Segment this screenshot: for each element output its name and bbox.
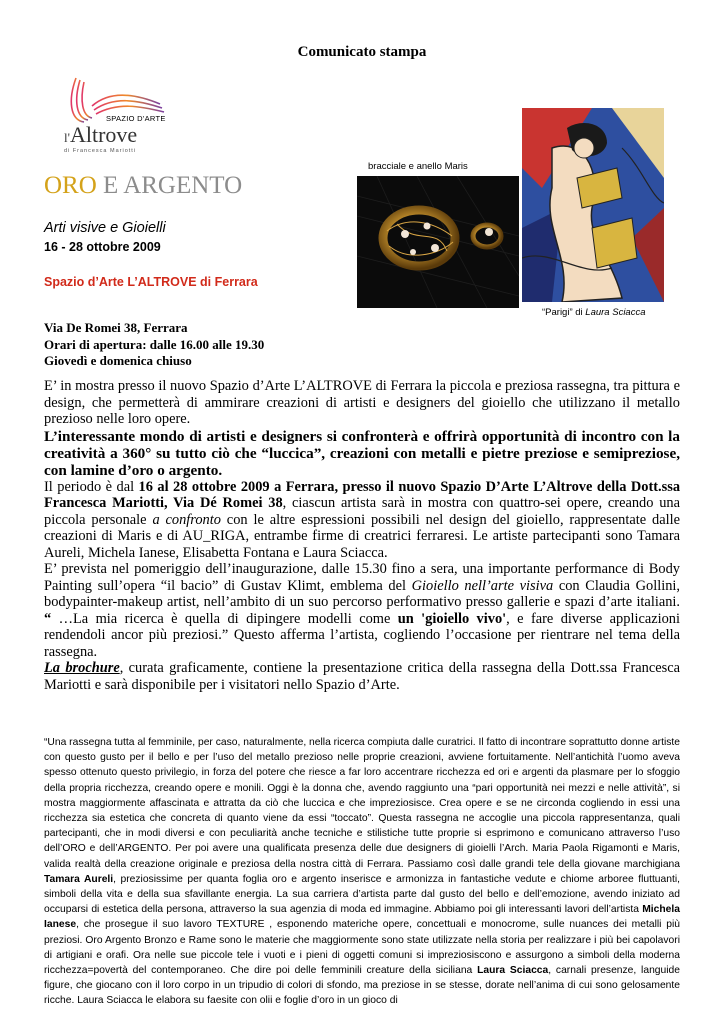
period-intro: Il periodo è dal: [44, 478, 139, 495]
performance-text: E’ prevista nel pomeriggio dell’inaugurazione, dalle 15.30 fino a sera, una importante performance di Body Painting sull’opera “il bacio” di Gustav Klimt, emblema del: [44, 561, 680, 594]
body-paragraph-brochure: [44, 660, 680, 693]
artist-name-sciacca: Laura Sciacca: [477, 965, 549, 977]
performance-quote-end: , e fare diverse applicazioni rendendoli ancor più preziosi.” Questo afferma l’artista, cogliendo l’occasione per rientrare nel tema della rassegna.: [44, 610, 680, 660]
painting-caption-author: Laura Sciacca: [585, 307, 646, 318]
painting-caption: [542, 307, 646, 318]
performance-quote: …La mia ricerca è quella di dipingere modelli come: [51, 610, 398, 627]
opening-hours: Orari di apertura: dalle 16.00 alle 19.30: [44, 336, 265, 352]
parigi-painting-image: [522, 108, 664, 302]
quote-part-1: “Una rassegna tutta al femminile, per caso, naturalmente, nella ricerca compiuta dalle curatrici. Il fatto di incontrare soprattutto donne artiste con questo gusto per il bello e per l’uso del metallo prezioso nelle proprie creazioni, avviene fortuitamente. Nell’antichità l’uomo aveva spesso ottenuto questo privilegio, in forza del potere che riesce a far loro accentrare ricchezza ed ori e argenti da plasmare per lo sfoggio della propria ricchezza, creando opere e monili. Oggi è la donna che, avendo raggiunto una “pari opportunità nei mezzi e nelle attività”, si mostra maggiormente affascinata e attratta da ciò che luccica e che impreziosisce. Crea opere e se ne circonda cogliendo in essi una ricchezza sia estetica che concreta di quanto viene da essi “toccato”. Questa rassegna ne accoglie una piccola rappresentanza, quali partecipanti, che in modi diversi e con peculiarità anche tecniche e stilistiche tutte proprie si esprimono e comunicano attraverso l’uso dell’ORO e dell’ARGENTO. Per poi avere una qualificata presenza delle due designers di gioielli l’Arch. Maria Paola Rigamonti e Maris, valida realtà della creazione originale e preziosa della nostra città di Ferrara. Passiamo così dalle grandi tele della giovane marchigiana: [44, 737, 680, 870]
period-emphasis: a confronto: [152, 511, 221, 528]
address-block: [44, 320, 264, 370]
logo-tagline: SPAZIO D'ARTE: [106, 114, 166, 123]
quote-part-3: , che prosegue il suo lavoro TEXTURE , esponendo materiche opere, concettuali e monocrome, sulle nuances dei metalli più preziosi. Oro Argento Bronzo e Rame sono le materie che maggiormente sono state utilizzate nella storia per realizzare i più bei capolavori di artigiani e orafi. Ora nelle sue piccole tele i vuoti e i pieni di oggetti comuni si impreziosiscono e assurgono a simboli della moderna ricchezza=povertà del contemporaneo. Che dire poi delle femminili creature della siciliana: [44, 919, 680, 977]
document-header: Comunicato stampa: [297, 44, 427, 60]
press-release-body: [44, 378, 680, 693]
body-paragraph-period: [44, 479, 680, 562]
period-location: , presso il nuovo Spazio D’Arte L’Altrove della Dott.ssa Francesca Mariotti, Via Dé Romei 38: [44, 478, 681, 511]
exhibition-title: [44, 172, 242, 200]
logo-brand-prefix: l': [64, 130, 70, 145]
logo-owner: di Francesca Mariotti: [64, 148, 137, 154]
body-paragraph-highlight: L’interessante mondo di artisti e designers si confronterà e offrirà opportunità di incontro con la creatività a 360° su tutto ciò che “luccica”, creazioni con metalli e pietre preziose e semipreziose, con lamine d’oro o argento.: [44, 427, 680, 479]
artist-name-aureli: Tamara Aureli: [44, 873, 114, 885]
title-oro: ORO: [44, 172, 97, 199]
performance-text-2: con Claudia Gollini, bodypainter-makeup artist, nell’ambito di un suo percorso performativo presso gallerie e spazi d’arte italiani.: [44, 577, 680, 610]
logo-brand: [64, 122, 137, 148]
period-text: , ciascun artista sarà in mostra con quattro-sei opere, creando una piccola personale: [44, 495, 680, 528]
quote-part-4: , carnali presenze, languide figure, che giocano con il loro corpo in un tripudio di colori di sfondo, ma preziose in se stesse, dorate nell’anima di cui sono gelosamente ricche. Laura Sciacca le elabora su faesite con olii e foglie d’oro in un gioco di: [44, 965, 680, 1007]
performance-emphasis: Gioiello nell’arte visiva: [411, 577, 554, 594]
body-paragraph-intro: E’ in mostra presso il nuovo Spazio d’Arte L’ALTROVE di Ferrara la piccola e preziosa rassegna, tra pittura e design, che permetterà di ammirare creazioni di artisti e designers del gioiello che utilizzano il metallo prezioso nelle loro opere.: [44, 378, 680, 427]
exhibition-subtitle: Arti visive e Gioielli: [44, 220, 166, 236]
period-text-end: con le altre espressioni possibili nel design del gioiello, rappresentate dalle creazioni di Maris e di AU_RIGA, entrambe firme di creatrici ferraresi. Le artiste partecipanti sono Tamara Aureli, Michela Ianese, Elisabetta Fontana e Laura Sciacca.: [44, 511, 680, 561]
body-paragraph-performance: [44, 561, 680, 660]
period-dates: 16 al 28 ottobre 2009: [138, 478, 270, 495]
painting-caption-prefix: “Parigi” di: [542, 307, 586, 318]
altrove-logo: [58, 70, 178, 162]
quote-part-2: , preziosissime per quanta foglia oro e argento inserisce e armonizza in fantastiche vedute e chiome arboree fluttuanti, simboli della vita e della sua sfavillante energia. La sua carriera d’artista parte dal gusto del bello e dell’emozione, avendo iniziato ad occuparsi di estetica della persona, attraverso la sua agenzia di moda ed immagine. Abbiamo poi gli interessanti lavori dell’artista: [44, 873, 680, 916]
artist-name-ianese: Michela Ianese: [44, 904, 680, 931]
exhibition-venue: Spazio d’Arte L’ALTROVE di Ferrara: [44, 275, 258, 289]
logo-brand-main: Altrove: [69, 122, 138, 147]
period-city: a Ferrara: [269, 478, 335, 495]
performance-quote-mark: “: [44, 610, 52, 627]
bracelet-ring-photo: [357, 176, 519, 308]
title-argento: E ARGENTO: [96, 172, 243, 199]
performance-quote-bold: un 'gioiello vivo': [397, 610, 507, 627]
address-street: Via De Romei 38, Ferrara: [44, 320, 188, 335]
brochure-label: La brochure: [44, 660, 120, 676]
bracelet-caption: bracciale e anello Maris: [368, 161, 468, 172]
critical-quote: [44, 735, 680, 1009]
brochure-text: , curata graficamente, contiene la presentazione critica della rassegna della Dott.ssa Francesca Mariotti e sarà disponibile per i visitatori nello Spazio d’Arte.: [44, 660, 680, 693]
closing-days: Giovedì e domenica chiuso: [44, 353, 192, 368]
exhibition-dates: 16 - 28 ottobre 2009: [44, 240, 161, 254]
